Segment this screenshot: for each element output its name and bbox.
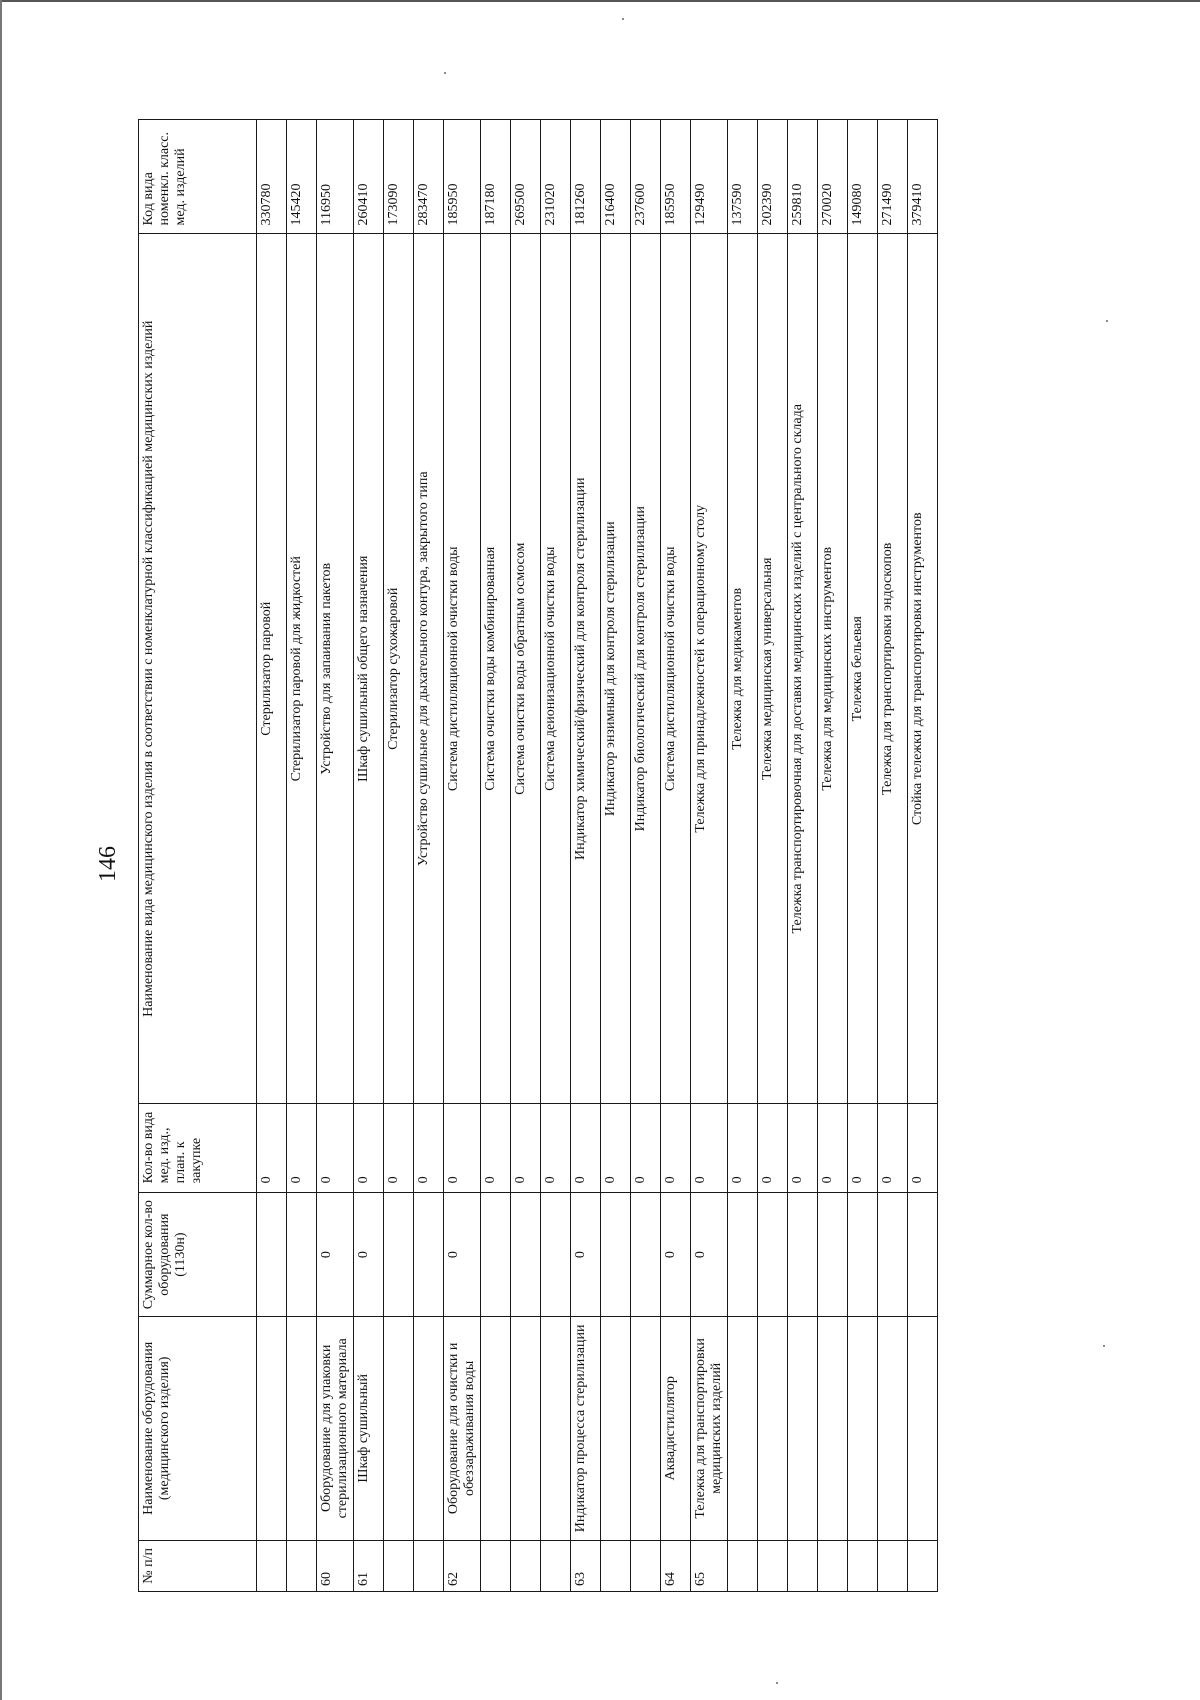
cell-qty: 0: [571, 1104, 601, 1193]
table-row: [818, 120, 848, 1592]
cell-total: [257, 1193, 287, 1317]
cell-total: [631, 1193, 661, 1317]
cell-total: [511, 1193, 541, 1317]
header-num: № п/п: [139, 1540, 257, 1591]
cell-name: Индикатор биологический для контроля стерилизации: [631, 234, 661, 1104]
cell-name: Система деионизационной очистки воды: [541, 234, 571, 1104]
cell-name: Тележка для принадлежностей к операционному столу: [691, 234, 728, 1104]
cell-code: 269500: [511, 120, 541, 235]
cell-name: Тележка для медицинских инструментов: [818, 234, 848, 1104]
header-code: Код вида номенкл. класс. мед. изделий: [139, 120, 257, 235]
cell-name: Система очистки воды комбинированная: [481, 234, 511, 1104]
cell-total: [541, 1193, 571, 1317]
cell-total: [601, 1193, 631, 1317]
cell-num: 64: [661, 1540, 691, 1591]
cell-num: [848, 1540, 878, 1591]
cell-code: 185950: [444, 120, 481, 235]
cell-num: [818, 1540, 848, 1591]
cell-name: Стерилизатор сухожаровой: [384, 234, 414, 1104]
cell-code: 231020: [541, 120, 571, 235]
cell-name: Стойка тележки для транспортировки инструментов: [908, 234, 938, 1104]
cell-code: 149080: [848, 120, 878, 235]
cell-code: 271490: [878, 120, 908, 235]
cell-num: 63: [571, 1540, 601, 1591]
cell-name: Устройство для запаивания пакетов: [317, 234, 354, 1104]
table-row: [317, 120, 354, 1592]
table-row: [848, 120, 878, 1592]
cell-total: 0: [691, 1193, 728, 1317]
cell-name: Тележка транспортировочная для доставки медицинских изделий с центрального склада: [788, 234, 818, 1104]
table-row: [788, 120, 818, 1592]
cell-code: 116950: [317, 120, 354, 235]
cell-equipment: Аквадистиллятор: [661, 1316, 691, 1540]
cell-name: Устройство сушильное для дыхательного контура, закрытого типа: [414, 234, 444, 1104]
cell-code: 129490: [691, 120, 728, 235]
header-equipment: Наименование оборудования (медицинского изделия): [139, 1316, 257, 1540]
cell-equipment: Индикатор процесса стерилизации: [571, 1316, 601, 1540]
cell-num: [788, 1540, 818, 1591]
table-row: [571, 120, 601, 1592]
cell-name: Индикатор энзимный для контроля стерилизации: [601, 234, 631, 1104]
cell-total: [287, 1193, 317, 1317]
cell-code: 137590: [728, 120, 758, 235]
cell-num: [631, 1540, 661, 1591]
equipment-table: [138, 119, 938, 1592]
table-row: [601, 120, 631, 1592]
table-row: [414, 120, 444, 1592]
table-row: [384, 120, 414, 1592]
cell-equipment: [541, 1316, 571, 1540]
cell-code: 330780: [257, 120, 287, 235]
cell-qty: 0: [728, 1104, 758, 1193]
rotated-table-container: [138, 119, 1037, 1592]
table-row: [691, 120, 728, 1592]
cell-total: [818, 1193, 848, 1317]
cell-name: Индикатор химический/физический для контроля стерилизации: [571, 234, 601, 1104]
cell-qty: 0: [257, 1104, 287, 1193]
cell-total: [788, 1193, 818, 1317]
cell-qty: 0: [511, 1104, 541, 1193]
cell-num: 60: [317, 1540, 354, 1591]
cell-qty: 0: [287, 1104, 317, 1193]
cell-code: 260410: [354, 120, 384, 235]
cell-equipment: [384, 1316, 414, 1540]
table-row: [661, 120, 691, 1592]
cell-num: [414, 1540, 444, 1591]
scan-speck: [444, 72, 446, 74]
cell-code: 187180: [481, 120, 511, 235]
cell-equipment: Оборудование для очистки и обеззараживания воды: [444, 1316, 481, 1540]
cell-total: [908, 1193, 938, 1317]
cell-total: [848, 1193, 878, 1317]
cell-total: 0: [354, 1193, 384, 1317]
cell-num: 65: [691, 1540, 728, 1591]
cell-code: 173090: [384, 120, 414, 235]
cell-total: [878, 1193, 908, 1317]
cell-total: 0: [661, 1193, 691, 1317]
cell-num: [257, 1540, 287, 1591]
cell-name: Система очистки воды обратным осмосом: [511, 234, 541, 1104]
header-name: Наименование вида медицинского изделия в соответствии с номенклатурной классификацией медицинских изделий: [139, 234, 257, 1104]
cell-qty: 0: [601, 1104, 631, 1193]
cell-qty: 0: [354, 1104, 384, 1193]
cell-equipment: [631, 1316, 661, 1540]
table-row: [631, 120, 661, 1592]
cell-code: 185950: [661, 120, 691, 235]
cell-qty: 0: [444, 1104, 481, 1193]
cell-name: Тележка для медикаментов: [728, 234, 758, 1104]
cell-name: Система дистилляционной очистки воды: [661, 234, 691, 1104]
cell-qty: 0: [758, 1104, 788, 1193]
table-row: [758, 120, 788, 1592]
cell-num: [541, 1540, 571, 1591]
cell-qty: 0: [631, 1104, 661, 1193]
cell-code: 379410: [908, 120, 938, 235]
table-row: [728, 120, 758, 1592]
scan-speck: [622, 18, 624, 20]
table-row: [354, 120, 384, 1592]
cell-total: [414, 1193, 444, 1317]
cell-equipment: Оборудование для упаковки стерилизационного материала: [317, 1316, 354, 1540]
scan-speck: [776, 1682, 778, 1684]
cell-code: 283470: [414, 120, 444, 235]
cell-qty: 0: [848, 1104, 878, 1193]
cell-num: 61: [354, 1540, 384, 1591]
cell-qty: 0: [541, 1104, 571, 1193]
cell-equipment: [414, 1316, 444, 1540]
cell-qty: 0: [691, 1104, 728, 1193]
cell-equipment: [818, 1316, 848, 1540]
table-row: [511, 120, 541, 1592]
cell-qty: 0: [384, 1104, 414, 1193]
table-row: [287, 120, 317, 1592]
cell-equipment: [511, 1316, 541, 1540]
cell-num: [481, 1540, 511, 1591]
table-row: [257, 120, 287, 1592]
cell-num: [601, 1540, 631, 1591]
cell-total: [728, 1193, 758, 1317]
page-number: 146: [95, 846, 121, 882]
cell-num: 62: [444, 1540, 481, 1591]
cell-qty: 0: [317, 1104, 354, 1193]
table-row: [481, 120, 511, 1592]
cell-name: Стерилизатор паровой для жидкостей: [287, 234, 317, 1104]
cell-equipment: [758, 1316, 788, 1540]
cell-qty: 0: [788, 1104, 818, 1193]
cell-qty: 0: [414, 1104, 444, 1193]
cell-code: 216400: [601, 120, 631, 235]
cell-qty: 0: [878, 1104, 908, 1193]
cell-num: [878, 1540, 908, 1591]
cell-name: Стерилизатор паровой: [257, 234, 287, 1104]
cell-equipment: [257, 1316, 287, 1540]
header-qty: Кол-во вида мед. изд., план. к закупке: [139, 1104, 257, 1193]
cell-code: 202390: [758, 120, 788, 235]
cell-code: 145420: [287, 120, 317, 235]
cell-equipment: [878, 1316, 908, 1540]
cell-qty: 0: [818, 1104, 848, 1193]
cell-name: Тележка для транспортировки эндоскопов: [878, 234, 908, 1104]
cell-equipment: Шкаф сушильный: [354, 1316, 384, 1540]
cell-qty: 0: [908, 1104, 938, 1193]
cell-equipment: [848, 1316, 878, 1540]
cell-total: [481, 1193, 511, 1317]
table-row: [908, 120, 938, 1592]
scan-edge-top: [0, 0, 1200, 2]
cell-total: 0: [571, 1193, 601, 1317]
header-total: Суммарное кол-во оборудования (1130н): [139, 1193, 257, 1317]
scan-speck: [1103, 1345, 1105, 1347]
cell-qty: 0: [661, 1104, 691, 1193]
scan-edge-left: [0, 0, 2, 1700]
table-row: [878, 120, 908, 1592]
cell-code: 270020: [818, 120, 848, 235]
cell-num: [908, 1540, 938, 1591]
cell-code: 181260: [571, 120, 601, 235]
cell-num: [728, 1540, 758, 1591]
cell-name: Тележка медицинская универсальная: [758, 234, 788, 1104]
cell-equipment: Тележка для транспортировки медицинских изделий: [691, 1316, 728, 1540]
cell-num: [511, 1540, 541, 1591]
cell-equipment: [287, 1316, 317, 1540]
cell-equipment: [908, 1316, 938, 1540]
cell-name: Система дистилляционной очистки воды: [444, 234, 481, 1104]
cell-total: [384, 1193, 414, 1317]
cell-equipment: [728, 1316, 758, 1540]
table-row: [541, 120, 571, 1592]
cell-code: 259810: [788, 120, 818, 235]
scan-speck: [1106, 320, 1108, 322]
cell-total: 0: [317, 1193, 354, 1317]
cell-qty: 0: [481, 1104, 511, 1193]
cell-num: [384, 1540, 414, 1591]
cell-code: 237600: [631, 120, 661, 235]
cell-total: [758, 1193, 788, 1317]
cell-equipment: [788, 1316, 818, 1540]
cell-name: Шкаф сушильный общего назначения: [354, 234, 384, 1104]
cell-equipment: [601, 1316, 631, 1540]
table-row: [444, 120, 481, 1592]
cell-total: 0: [444, 1193, 481, 1317]
table-header-row: [139, 120, 257, 1592]
cell-num: [287, 1540, 317, 1591]
cell-equipment: [481, 1316, 511, 1540]
cell-name: Тележка бельевая: [848, 234, 878, 1104]
cell-num: [758, 1540, 788, 1591]
